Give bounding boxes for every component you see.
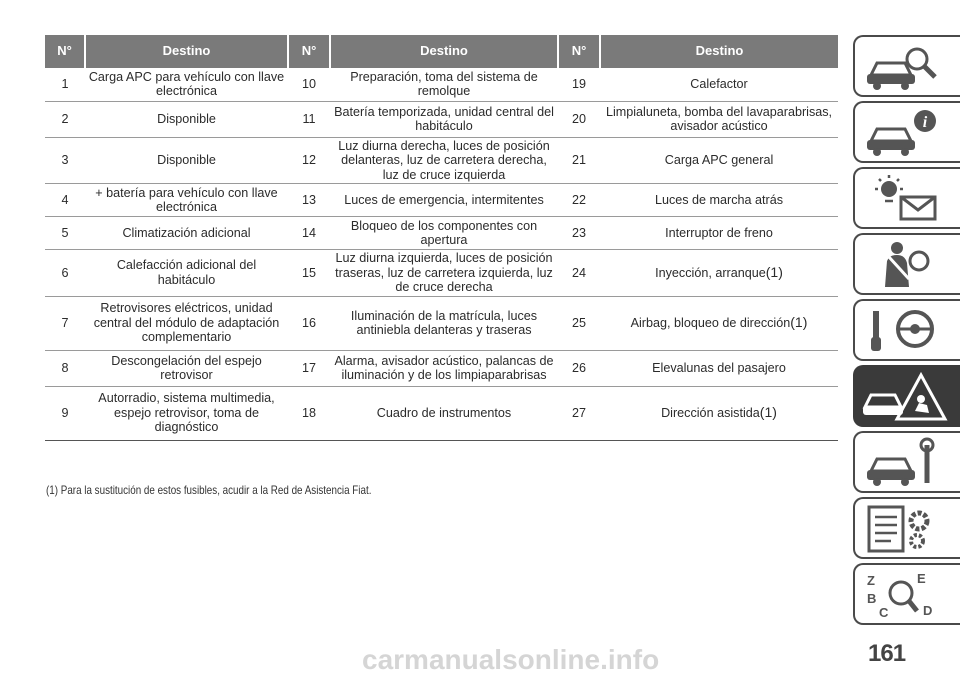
fuse-destination-text: Limpialuneta, bomba del lavaparabrisas, avisador acústico	[605, 104, 833, 133]
svg-text:C: C	[879, 605, 889, 620]
fuse-destination-text: Batería temporizada, unidad central del habitáculo	[334, 104, 554, 133]
fuse-destination-text: Disponible	[157, 153, 216, 167]
fuse-number: 9	[45, 386, 85, 440]
fuse-number: 5	[45, 217, 85, 250]
fuse-destination	[600, 137, 838, 184]
fuse-destination	[330, 184, 558, 217]
fuse-number: 12	[288, 137, 330, 184]
fuse-destination	[600, 68, 838, 101]
page-number: 161	[868, 640, 906, 667]
index-icon	[861, 569, 951, 621]
svg-text:i: i	[922, 114, 928, 131]
emergency-icon	[861, 371, 951, 423]
car-search-icon	[861, 41, 951, 93]
tab-index[interactable]	[853, 563, 960, 625]
fuse-destination	[85, 386, 288, 440]
fuse-number: 10	[288, 68, 330, 101]
fuse-destination	[85, 296, 288, 350]
fuse-destination-text: Bloqueo de los componentes con apertura	[350, 218, 538, 247]
fuse-destination-text: Calefactor	[690, 77, 748, 91]
table-row	[45, 217, 838, 250]
fuse-number: 8	[45, 350, 85, 386]
svg-text:B: B	[867, 591, 877, 606]
fuse-destination	[85, 350, 288, 386]
fuse-number: 2	[45, 101, 85, 137]
fuse-table	[45, 35, 838, 441]
fuse-destination	[600, 350, 838, 386]
fuse-destination-text: Autorradio, sistema multimedia, espejo retrovisor, toma de diagnóstico	[98, 391, 275, 435]
fuse-destination	[85, 137, 288, 184]
fuse-number: 24	[558, 250, 600, 297]
tab-car-info[interactable]	[853, 101, 960, 163]
header-number: N°	[45, 35, 85, 68]
table-row	[45, 250, 838, 297]
fuse-destination-text: Elevalunas del pasajero	[652, 360, 786, 375]
table-row	[45, 184, 838, 217]
fuse-number: 7	[45, 296, 85, 350]
fuse-destination-text: Luces de emergencia, intermitentes	[344, 192, 544, 207]
fuse-number: 16	[288, 296, 330, 350]
fuse-destination-text: Inyección, arranque	[655, 266, 766, 280]
footnote-marker: (1)	[765, 264, 783, 280]
fuse-destination	[600, 101, 838, 137]
fuse-number: 13	[288, 184, 330, 217]
fuse-number: 6	[45, 250, 85, 297]
fuse-destination	[330, 68, 558, 101]
footnote: (1) Para la sustitución de estos fusibles, acudir a la Red de Asistencia Fiat.	[46, 483, 372, 497]
fuse-destination-text: Calefacción adicional del habitáculo	[116, 258, 257, 287]
fuse-number: 11	[288, 101, 330, 137]
svg-text:Z: Z	[867, 573, 875, 588]
fuse-number: 18	[288, 386, 330, 440]
fuse-destination-text: Alarma, avisador acústico, palancas de iluminación y de los limpiaparabrisas	[334, 353, 554, 382]
fuse-destination-text: Carga APC general	[664, 153, 774, 167]
fuse-number: 27	[558, 386, 600, 440]
fuse-number: 23	[558, 217, 600, 250]
header-destination: Destino	[85, 35, 288, 68]
key-steering-icon	[861, 305, 951, 357]
table-row	[45, 386, 838, 440]
tab-car-maintenance[interactable]	[853, 431, 960, 493]
car-info-icon	[861, 107, 951, 159]
fuse-destination	[85, 217, 288, 250]
fuse-number: 14	[288, 217, 330, 250]
fuse-destination-text: Luces de marcha atrás	[654, 192, 784, 207]
table-header-row	[45, 35, 838, 68]
fuse-destination	[330, 350, 558, 386]
tab-warning-lights[interactable]	[853, 167, 960, 229]
fuse-number: 15	[288, 250, 330, 297]
fuse-destination-text: Interruptor de freno	[665, 225, 773, 240]
fuse-number: 3	[45, 137, 85, 184]
fuse-destination-text: Disponible	[157, 111, 216, 126]
fuse-destination-text: + batería para vehículo con llave electrónica	[95, 185, 278, 214]
footnote-marker: (1)	[790, 314, 808, 331]
svg-text:E: E	[917, 571, 926, 586]
fuse-destination-text: Descongelación del espejo retrovisor	[111, 353, 262, 382]
fuse-number: 21	[558, 137, 600, 184]
car-maintenance-icon	[861, 437, 951, 489]
fuse-destination-text: Climatización adicional	[122, 225, 251, 240]
fuse-number: 1	[45, 68, 85, 101]
fuse-number: 17	[288, 350, 330, 386]
header-number: N°	[558, 35, 600, 68]
fuse-destination	[600, 217, 838, 250]
fuse-destination	[85, 184, 288, 217]
fuse-destination-text: Retrovisores eléctricos, unidad central del módulo de adaptación complementario	[93, 301, 280, 345]
fuse-destination-text: Preparación, toma del sistema de remolque	[350, 69, 538, 99]
fuse-destination-text: Airbag, bloqueo de dirección	[630, 316, 791, 331]
fuse-destination-text: Carga APC para vehículo con llave electrónica	[88, 69, 285, 99]
tab-seatbelt-airbag[interactable]	[853, 233, 960, 295]
tab-key-steering[interactable]	[853, 299, 960, 361]
fuse-number: 20	[558, 101, 600, 137]
fuse-destination	[330, 217, 558, 250]
header-destination: Destino	[600, 35, 838, 68]
fuse-table-body	[45, 68, 838, 440]
tab-emergency[interactable]	[853, 365, 960, 427]
table-row	[45, 68, 838, 101]
fuse-number: 19	[558, 68, 600, 101]
fuse-destination-text: Iluminación de la matrícula, luces antiniebla delanteras y traseras	[350, 308, 538, 337]
fuse-destination	[85, 101, 288, 137]
table-row	[45, 350, 838, 386]
seatbelt-airbag-icon	[861, 239, 951, 291]
warning-lights-icon	[861, 173, 951, 225]
fuse-number: 4	[45, 184, 85, 217]
fuse-destination	[330, 386, 558, 440]
tab-car-search[interactable]	[853, 35, 960, 97]
fuse-destination	[600, 250, 838, 297]
table-row	[45, 137, 838, 184]
fuse-destination-text: Luz diurna izquierda, luces de posición traseras, luz de carretera izquierda, luz de cruce derecha	[335, 251, 553, 294]
technical-data-icon	[861, 503, 951, 555]
fuse-destination-text: Cuadro de instrumentos	[376, 405, 512, 420]
fuse-number: 25	[558, 296, 600, 350]
header-destination: Destino	[330, 35, 558, 68]
watermark: carmanualsonline.info	[362, 644, 660, 675]
svg-text:D: D	[923, 603, 933, 618]
fuse-destination	[330, 101, 558, 137]
table-row	[45, 101, 838, 137]
footnote-marker: (1)	[759, 404, 777, 421]
fuse-destination	[85, 250, 288, 297]
fuse-destination	[600, 386, 838, 440]
table-row	[45, 296, 838, 350]
fuse-destination	[330, 137, 558, 184]
header-number: N°	[288, 35, 330, 68]
fuse-number: 22	[558, 184, 600, 217]
fuse-destination	[600, 184, 838, 217]
fuse-destination	[330, 296, 558, 350]
fuse-destination	[600, 296, 838, 350]
fuse-destination	[330, 250, 558, 297]
tab-technical-data[interactable]	[853, 497, 960, 559]
fuse-destination-text: Luz diurna derecha, luces de posición delanteras, luz de carretera derecha, luz de cruce izquierda	[338, 138, 550, 182]
fuse-number: 26	[558, 350, 600, 386]
fuse-destination	[85, 68, 288, 101]
fuse-destination-text: Dirección asistida	[661, 406, 760, 421]
